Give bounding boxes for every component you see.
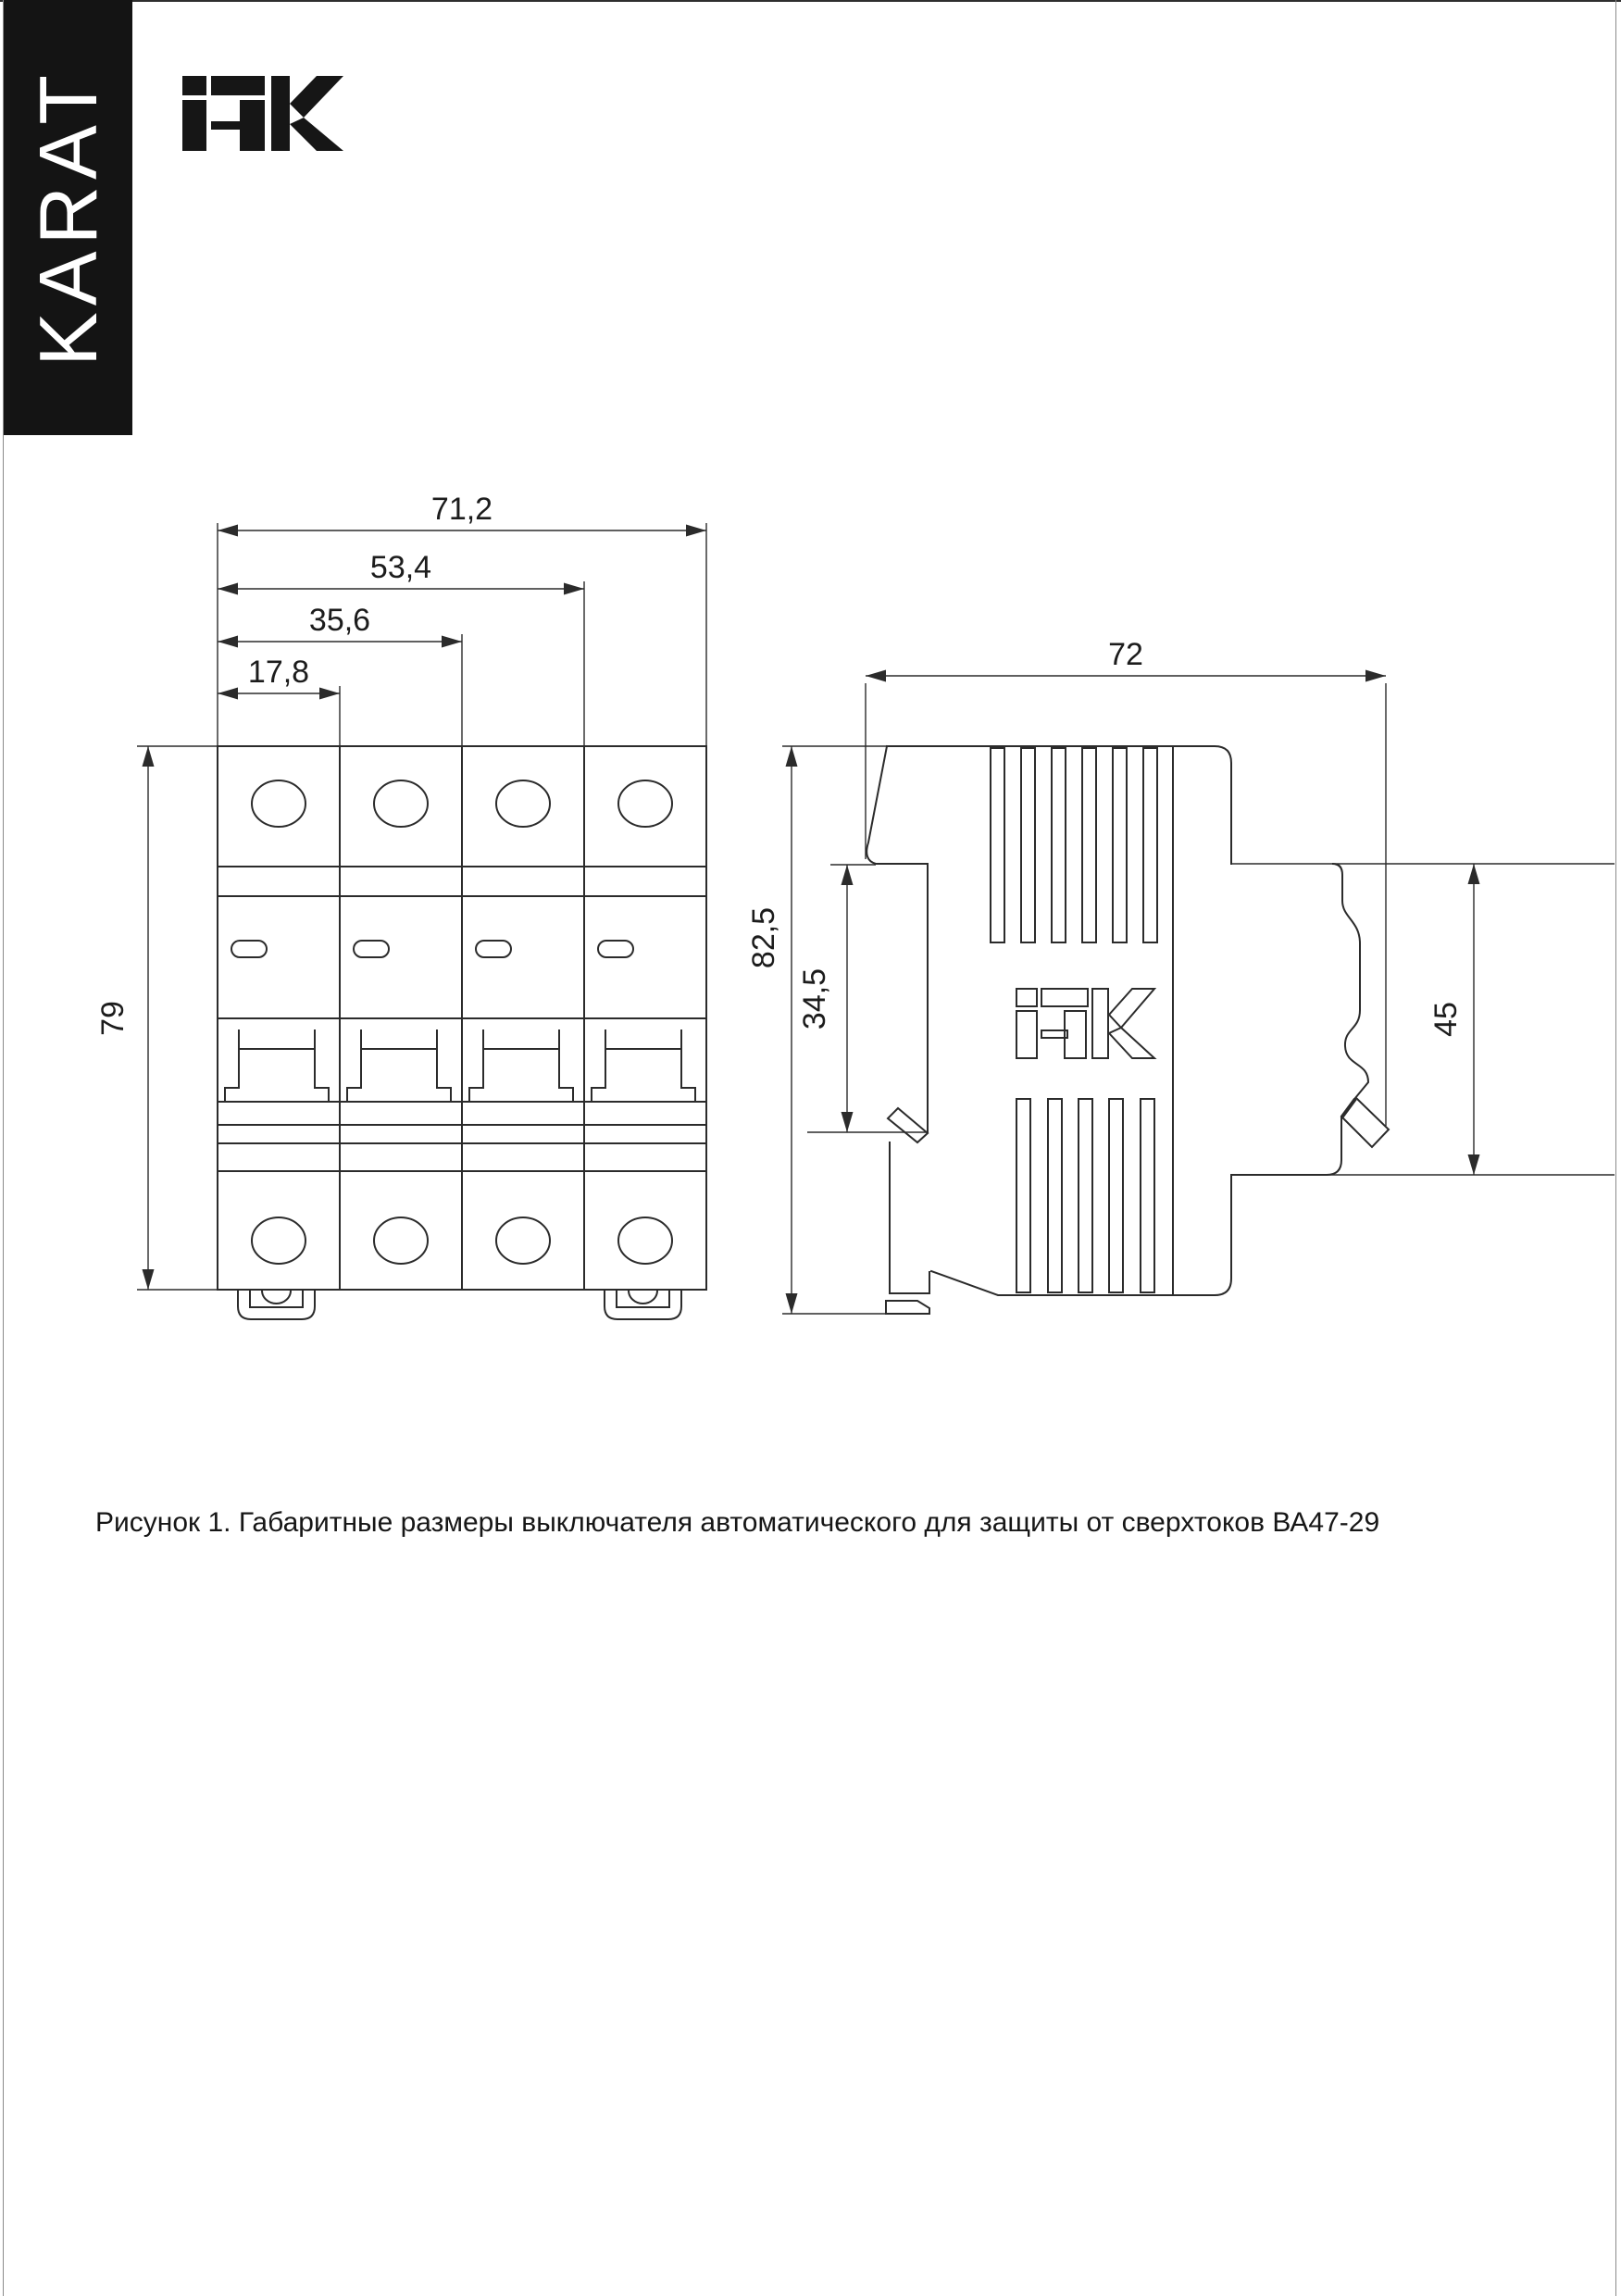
dim-label-width-one-module: 17,8 [247,655,310,690]
side-view-body [867,746,1615,1314]
din-clip [238,1290,315,1319]
front-height-dimension [95,746,218,1290]
iek-logo [182,76,343,151]
rail-recess-dimension [797,865,928,1132]
dim-label-side-height: 82,5 [746,906,781,969]
toggle-lever [592,1030,695,1102]
vent-slots-top [991,748,1157,942]
toggle-lever [469,1030,573,1102]
dim-label-width-two-modules: 35,6 [308,603,371,638]
front-view-body [218,746,706,1319]
din-clip [605,1290,681,1319]
dim-label-depth: 72 [1108,637,1143,672]
karat-banner-label: KARAT [21,69,114,367]
dim-label-front-height: 79 [95,1001,131,1036]
front-view-drawing [95,492,706,1319]
front-section-dimension [1428,864,1480,1175]
dim-label-front-section: 45 [1428,1002,1464,1037]
din-clip-side [886,1108,929,1314]
vent-slots-bottom [1016,1099,1154,1292]
toggle-lever [347,1030,451,1102]
iek-logo-engraved [1016,989,1154,1058]
side-view-drawing [746,637,1615,1314]
front-width-dimensions [218,492,706,746]
dim-label-width-three-modules: 53,4 [369,550,432,585]
figure-caption: Рисунок 1. Габаритные размеры выключателя автоматического для защиты от сверхтоков ВА47-29 [95,1507,1380,1538]
toggle-lever [225,1030,329,1102]
dim-label-width-total: 71,2 [430,492,493,527]
dim-label-rail-recess: 34,5 [797,967,832,1030]
